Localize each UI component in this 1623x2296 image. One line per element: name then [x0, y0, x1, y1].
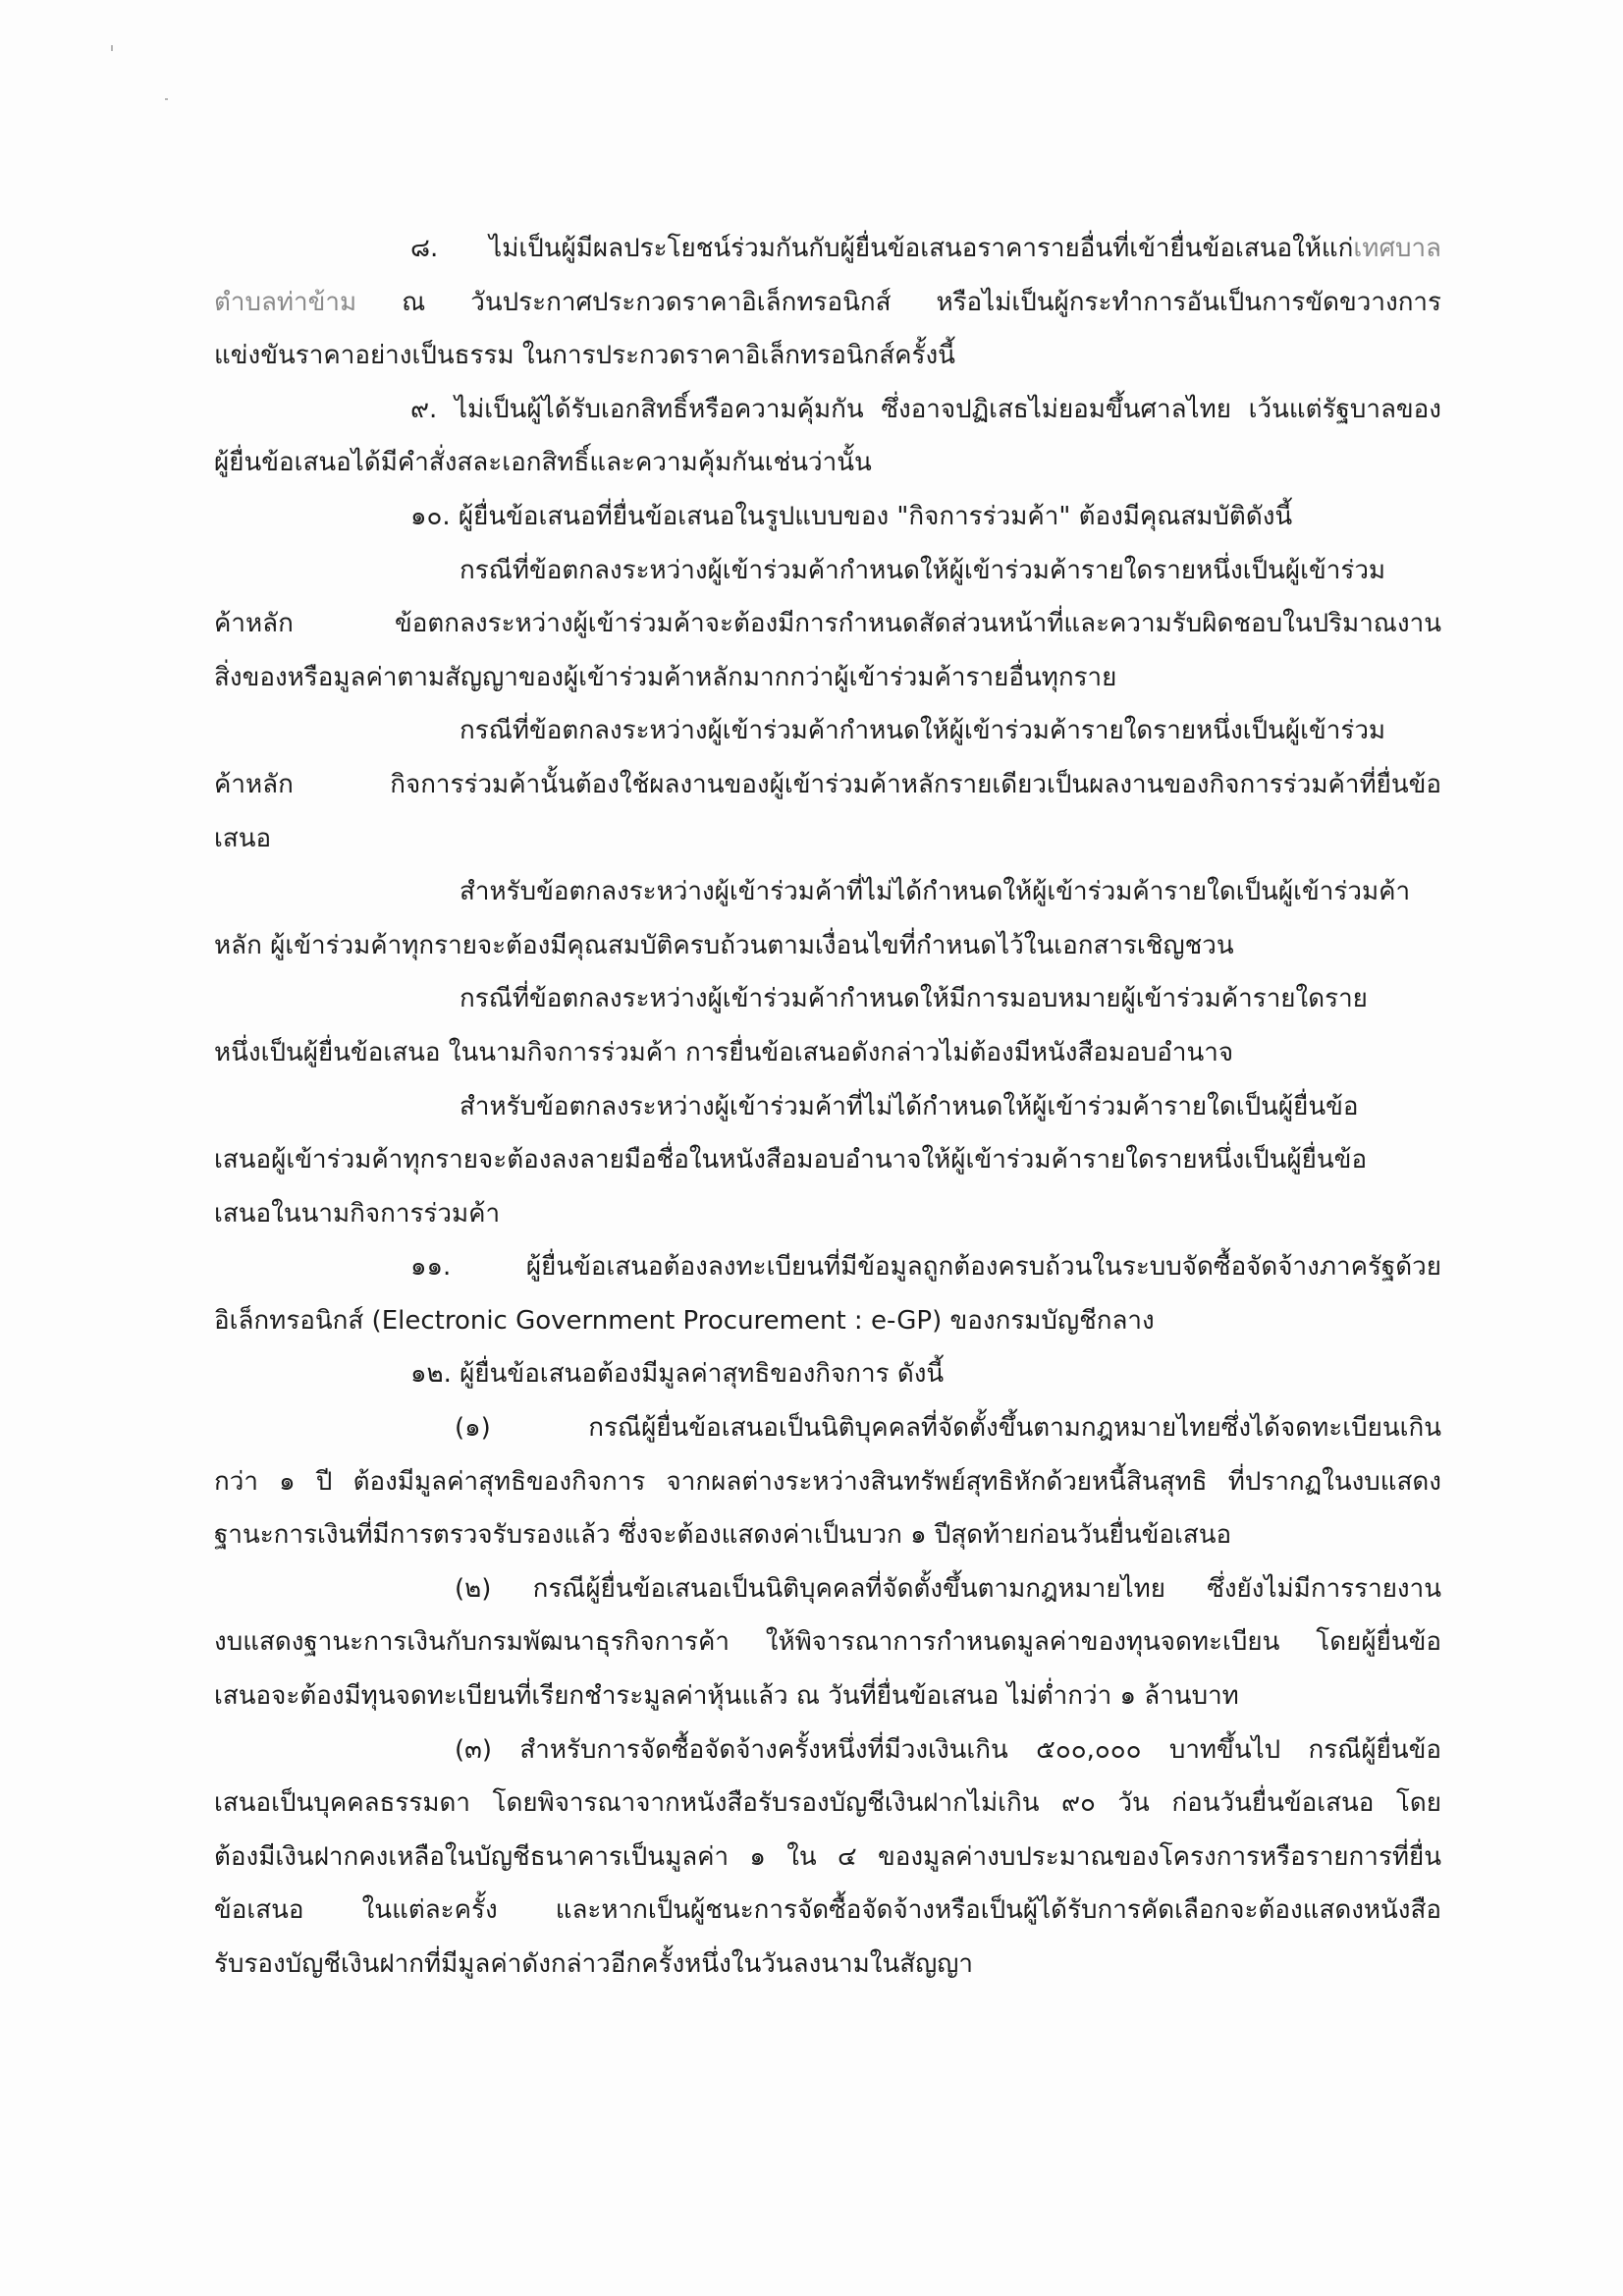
clause-12-2-line-3: เสนอจะต้องมีทุนจดทะเบียนที่เรียกชำระมูลค่าหุ้นแล้ว ณ วันที่ยื่นข้อเสนอ ไม่ต่ำกว่า ๑ ล้านบาท [214, 1681, 1239, 1712]
clause-8-line-1: ๘. ไม่เป็นผู้มีผลประโยชน์ร่วมกันกับผู้ยื่นข้อเสนอราคารายอื่นที่เข้ายื่นข้อเสนอให้แก่เทศบาล [410, 234, 1441, 263]
clause-10-heading: ๑๐. ผู้ยื่นข้อเสนอที่ยื่นข้อเสนอในรูปแบบของ "กิจการร่วมค้า" ต้องมีคุณสมบัติดังนี้ [410, 501, 1293, 531]
clause-9-line-2: ผู้ยื่นข้อเสนอได้มีคำสั่งสละเอกสิทธิ์และความคุ้มกันเช่นว่านั้น [214, 448, 872, 478]
clause-10-e-line-2: เสนอผู้เข้าร่วมค้าทุกรายจะต้องลงลายมือชื่อในหนังสือมอบอำนาจให้ผู้เข้าร่วมค้ารายใดรายหนึ่งเป็นผู้ยื่นข้อ [214, 1145, 1368, 1175]
clause-10-a-line-2: ค้าหลัก ข้อตกลงระหว่างผู้เข้าร่วมค้าจะต้องมีการกำหนดสัดส่วนหน้าที่และความรับผิดชอบในปริมาณงาน [214, 609, 1441, 639]
clause-12-3-line-4: ข้อเสนอ ในแต่ละครั้ง และหากเป็นผู้ชนะการจัดซื้อจัดจ้างหรือเป็นผู้ได้รับการคัดเลือกจะต้องแสดงหนังสือ [214, 1895, 1441, 1926]
clause-12-1-line-3: ฐานะการเงินที่มีการตรวจรับรองแล้ว ซึ่งจะต้องแสดงค่าเป็นบวก ๑ ปีสุดท้ายก่อนวันยื่นข้อเสนอ [214, 1520, 1232, 1551]
clause-10-b-line-3: เสนอ [214, 823, 272, 853]
scan-speck [111, 45, 113, 51]
clause-10-e-line-3: เสนอในนามกิจการร่วมค้า [214, 1198, 501, 1229]
clause-12-2-line-2: งบแสดงฐานะการเงินกับกรมพัฒนาธุรกิจการค้า ให้พิจารณาการกำหนดมูลค่าของทุนจดทะเบียน โดยผู้ยื่นข้อ [214, 1627, 1441, 1658]
clause-10-c-line-1: สำหรับข้อตกลงระหว่างผู้เข้าร่วมค้าที่ไม่ได้กำหนดให้ผู้เข้าร่วมค้ารายใดเป็นผู้เข้าร่วมค้า [460, 877, 1411, 907]
clause-12-3-line-3: ต้องมีเงินฝากคงเหลือในบัญชีธนาคารเป็นมูลค่า ๑ ใน ๔ ของมูลค่างบประมาณของโครงการหรือรายการที่ยื่น [214, 1841, 1441, 1872]
document-body [214, 222, 1441, 1992]
highlighted-text: เทศบาล [1353, 234, 1441, 263]
clause-12-3-line-1: (๓) สำหรับการจัดซื้อจัดจ้างครั้งหนึ่งที่มีวงเงินเกิน ๕๐๐,๐๐๐ บาทขึ้นไป กรณีผู้ยื่นข้อ [455, 1734, 1441, 1765]
clause-10-d-line-2: หนึ่งเป็นผู้ยื่นข้อเสนอ ในนามกิจการร่วมค้า การยื่นข้อเสนอดังกล่าวไม่ต้องมีหนังสือมอบอำนาจ [214, 1037, 1234, 1067]
clause-12-3-line-2: เสนอเป็นบุคคลธรรมดา โดยพิจารณาจากหนังสือรับรองบัญชีเงินฝากไม่เกิน ๙๐ วัน ก่อนวันยื่นข้อเสนอ โดย [214, 1788, 1441, 1819]
clause-10-a-line-1: กรณีที่ข้อตกลงระหว่างผู้เข้าร่วมค้ากำหนดให้ผู้เข้าร่วมค้ารายใดรายหนึ่งเป็นผู้เข้าร่วม [460, 555, 1386, 585]
clause-11-line-1: ๑๑. ผู้ยื่นข้อเสนอต้องลงทะเบียนที่มีข้อมูลถูกต้องครบถ้วนในระบบจัดซื้อจัดจ้างภาครัฐด้วย [410, 1252, 1441, 1283]
clause-10-b-line-2: ค้าหลัก กิจการร่วมค้านั้นต้องใช้ผลงานของผู้เข้าร่วมค้าหลักรายเดียวเป็นผลงานของกิจการร่วมค้าที่ยื่นข้อ [214, 769, 1441, 799]
clause-10-a-line-3: สิ่งของหรือมูลค่าตามสัญญาของผู้เข้าร่วมค้าหลักมากกว่าผู้เข้าร่วมค้ารายอื่นทุกราย [214, 662, 1117, 692]
clause-12-1-line-1: (๑) กรณีผู้ยื่นข้อเสนอเป็นนิติบุคคลที่จัดตั้งขึ้นตามกฎหมายไทยซึ่งได้จดทะเบียนเกิน [455, 1413, 1441, 1444]
clause-8-line-2: ตำบลท่าข้าม ณ วันประกาศประกวดราคาอิเล็กทรอนิกส์ หรือไม่เป็นผู้กระทำการอันเป็นการขัดขวางการ [214, 287, 1441, 317]
highlighted-text: ตำบลท่าข้าม [214, 287, 357, 317]
clause-10-d-line-1: กรณีที่ข้อตกลงระหว่างผู้เข้าร่วมค้ากำหนดให้มีการมอบหมายผู้เข้าร่วมค้ารายใดราย [460, 984, 1368, 1014]
clause-12-heading: ๑๒. ผู้ยื่นข้อเสนอต้องมีมูลค่าสุทธิของกิจการ ดังนี้ [410, 1359, 945, 1390]
clause-8-line-3: แข่งขันราคาอย่างเป็นธรรม ในการประกวดราคาอิเล็กทรอนิกส์ครั้งนี้ [214, 341, 955, 371]
clause-10-c-line-2: หลัก ผู้เข้าร่วมค้าทุกรายจะต้องมีคุณสมบัติครบถ้วนตามเงื่อนไขที่กำหนดไว้ในเอกสารเชิญชวน [214, 930, 1234, 960]
clause-12-1-line-2: กว่า ๑ ปี ต้องมีมูลค่าสุทธิของกิจการ จากผลต่างระหว่างสินทรัพย์สุทธิหักด้วยหนี้สินสุทธิ ที่ปรากฏในงบแสดง [214, 1466, 1441, 1497]
clause-9-line-1: ๙. ไม่เป็นผู้ได้รับเอกสิทธิ์หรือความคุ้มกัน ซึ่งอาจปฏิเสธไม่ยอมขึ้นศาลไทย เว้นแต่รัฐบาลของ [410, 394, 1441, 424]
scan-speck [165, 98, 168, 100]
clause-12-2-line-1: (๒) กรณีผู้ยื่นข้อเสนอเป็นนิติบุคคลที่จัดตั้งขึ้นตามกฎหมายไทย ซึ่งยังไม่มีการรายงาน [455, 1573, 1441, 1604]
clause-12-3-line-5: รับรองบัญชีเงินฝากที่มีมูลค่าดังกล่าวอีกครั้งหนึ่งในวันลงนามในสัญญา [214, 1949, 974, 1979]
clause-11-line-2: อิเล็กทรอนิกส์ (Electronic Government Procurement : e-GP) ของกรมบัญชีกลาง [214, 1305, 1155, 1336]
clause-10-e-line-1: สำหรับข้อตกลงระหว่างผู้เข้าร่วมค้าที่ไม่ได้กำหนดให้ผู้เข้าร่วมค้ารายใดเป็นผู้ยื่นข้อ [460, 1091, 1359, 1121]
clause-10-b-line-1: กรณีที่ข้อตกลงระหว่างผู้เข้าร่วมค้ากำหนดให้ผู้เข้าร่วมค้ารายใดรายหนึ่งเป็นผู้เข้าร่วม [460, 716, 1386, 746]
